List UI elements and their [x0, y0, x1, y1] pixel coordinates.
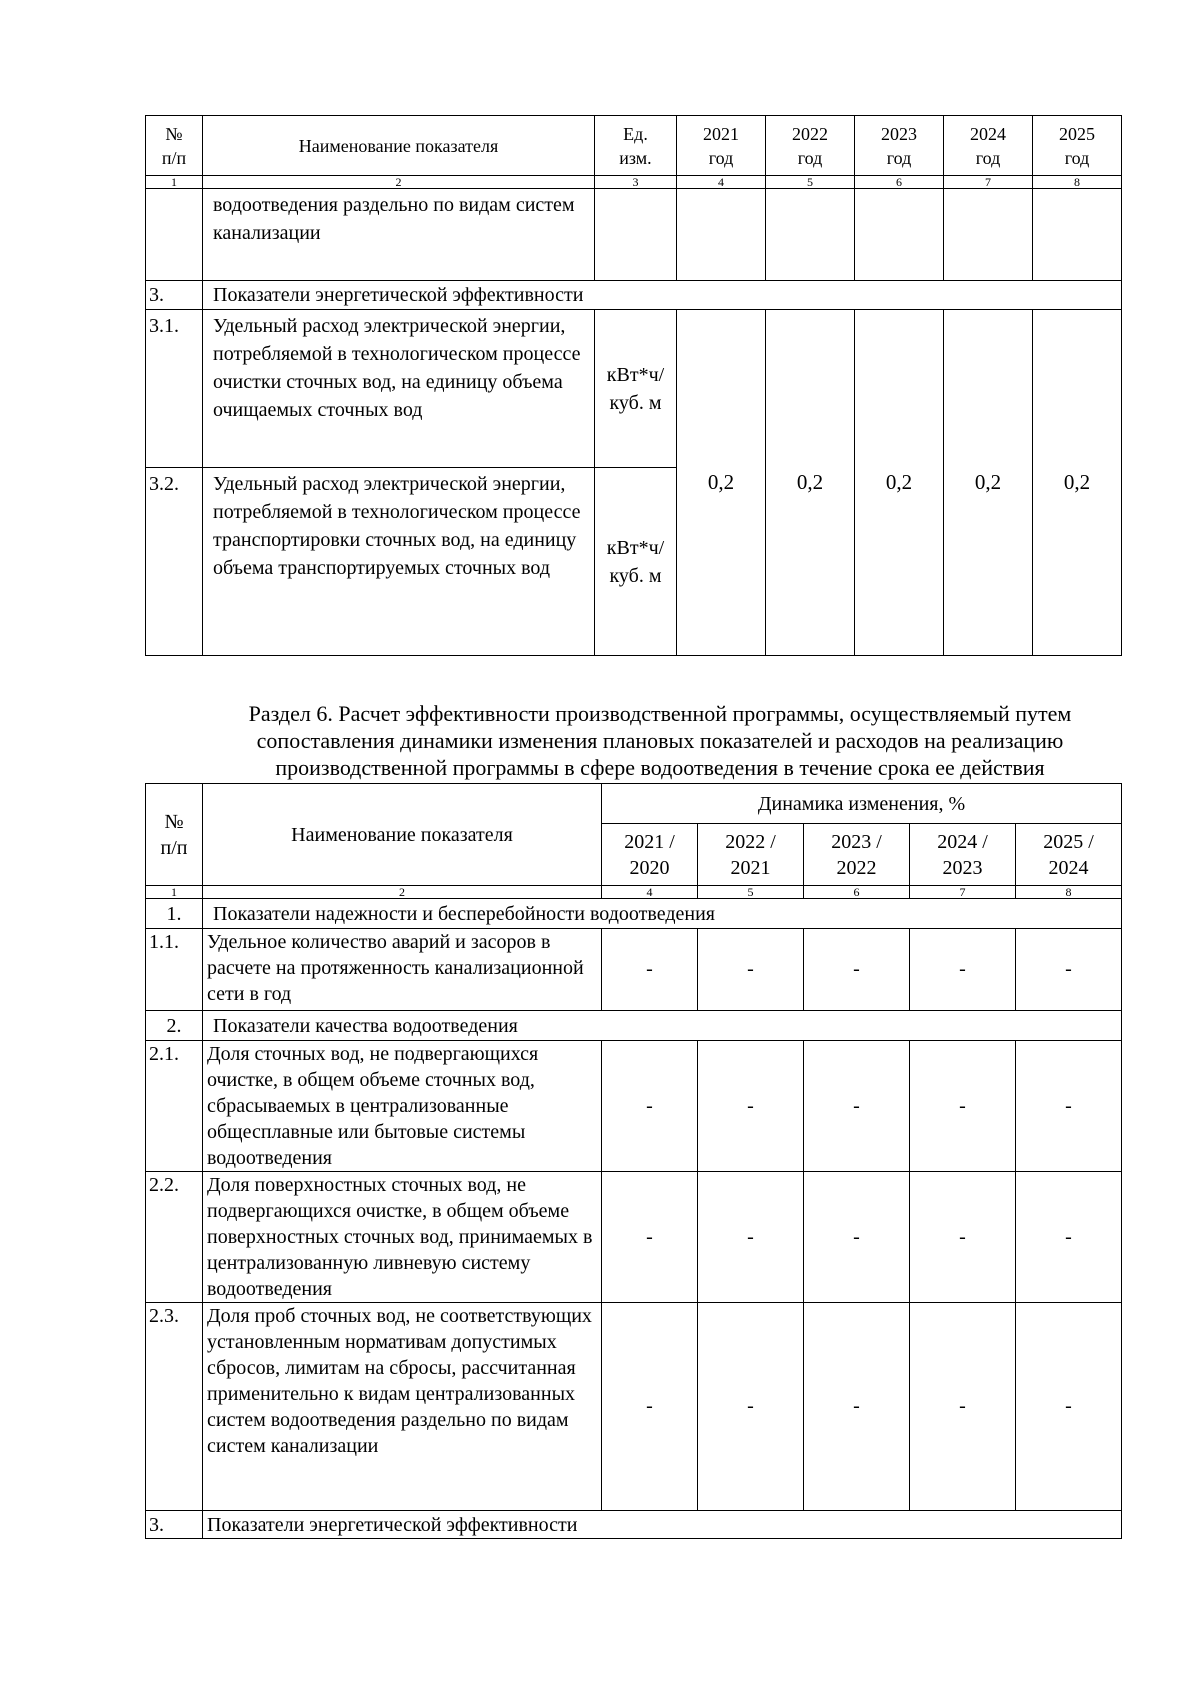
col-header-period: 2024 / 2023: [910, 824, 1016, 886]
row-code: 3.1.: [146, 310, 203, 468]
col-number: 1: [146, 886, 203, 899]
table-cell-empty: [944, 189, 1033, 281]
col-number: 5: [698, 886, 804, 899]
col-number: 5: [766, 176, 855, 189]
col-number: 6: [804, 886, 910, 899]
col-number: 8: [1033, 176, 1122, 189]
value-cell: -: [1016, 929, 1122, 1011]
row-code: 2.1.: [146, 1041, 203, 1172]
col-header-period: 2022 / 2021: [698, 824, 804, 886]
value-cell: -: [804, 1303, 910, 1511]
row-name: Доля проб сточных вод, не соответствующих установленным нормативам допустимых сбросов, лимитам на сбросы, рассчитанная применительно к видам централизованных систем водоотведения раздельно по видам систем канализации: [203, 1303, 602, 1511]
col-number: 7: [910, 886, 1016, 899]
col-header-period: 2023 / 2022: [804, 824, 910, 886]
section-6-title: Раздел 6. Расчет эффективности производственной программы, осуществляемый путем сопоставления динамики изменения плановых показателей и расходов на реализацию производственной программы в сфере водоотведения в течение срока ее действия: [248, 701, 1072, 780]
section-title: Показатели качества водоотведения: [203, 1011, 1122, 1041]
section-code: 1.: [146, 899, 203, 929]
value-cell: -: [804, 1172, 910, 1303]
col-header-year-2024: 2024 год: [944, 116, 1033, 176]
col-number: 2: [203, 886, 602, 899]
col-header-period: 2025 / 2024: [1016, 824, 1122, 886]
col-header-year-2022: 2022 год: [766, 116, 855, 176]
row-unit: кВт*ч/ куб. м: [595, 310, 677, 468]
table-cell-empty: [146, 189, 203, 281]
value-2023: 0,2: [855, 310, 944, 656]
value-cell: -: [910, 929, 1016, 1011]
value-cell: -: [602, 1303, 698, 1511]
value-cell: -: [602, 1172, 698, 1303]
col-number: 2: [203, 176, 595, 189]
section-title: Показатели энергетической эффективности: [203, 281, 1122, 310]
col-header-name: Наименование показателя: [203, 116, 595, 176]
value-2024: 0,2: [944, 310, 1033, 656]
section-code: 2.: [146, 1011, 203, 1041]
row-code: 1.1.: [146, 929, 203, 1011]
col-header-number: № п/п: [146, 116, 203, 176]
value-cell: -: [910, 1172, 1016, 1303]
value-cell: -: [804, 1041, 910, 1172]
table-cell-empty: [855, 189, 944, 281]
col-number: 8: [1016, 886, 1122, 899]
section-code: 3.: [146, 1511, 203, 1539]
value-cell: -: [804, 929, 910, 1011]
value-cell: -: [910, 1303, 1016, 1511]
table-cell-empty: [677, 189, 766, 281]
row-unit: кВт*ч/ куб. м: [595, 468, 677, 656]
col-header-period: 2021 / 2020: [602, 824, 698, 886]
value-cell: -: [1016, 1041, 1122, 1172]
col-number: 4: [677, 176, 766, 189]
col-header-year-2025: 2025 год: [1033, 116, 1122, 176]
col-header-dynamics: Динамика изменения, %: [602, 784, 1122, 824]
col-number: 7: [944, 176, 1033, 189]
value-2021: 0,2: [677, 310, 766, 656]
value-cell: -: [698, 1041, 804, 1172]
row-name: Удельное количество аварий и засоров в расчете на протяженность канализационной сети в год: [203, 929, 602, 1011]
col-header-number: № п/п: [146, 784, 203, 886]
table-cell-empty: [766, 189, 855, 281]
value-cell: -: [1016, 1303, 1122, 1511]
value-cell: -: [698, 1303, 804, 1511]
col-header-year-2021: 2021 год: [677, 116, 766, 176]
col-number: 4: [602, 886, 698, 899]
row-code: 2.3.: [146, 1303, 203, 1511]
continuation-text: водоотведения раздельно по видам систем канализации: [203, 189, 595, 281]
value-cell: -: [602, 1041, 698, 1172]
col-number: 1: [146, 176, 203, 189]
value-cell: -: [602, 929, 698, 1011]
row-name: Удельный расход электрической энергии, потребляемой в технологическом процессе транспортировки сточных вод, на единицу объема транспортируемых сточных вод: [203, 468, 595, 656]
value-cell: -: [698, 1172, 804, 1303]
table-cell-empty: [595, 189, 677, 281]
efficiency-dynamics-table: [145, 783, 1122, 1539]
value-2022: 0,2: [766, 310, 855, 656]
energy-efficiency-table: [145, 115, 1122, 656]
value-cell: -: [910, 1041, 1016, 1172]
table-cell-empty: [1033, 189, 1122, 281]
col-header-unit: Ед. изм.: [595, 116, 677, 176]
value-cell: -: [698, 929, 804, 1011]
row-name: Удельный расход электрической энергии, потребляемой в технологическом процессе очистки сточных вод, на единицу объема очищаемых сточных вод: [203, 310, 595, 468]
value-cell: -: [1016, 1172, 1122, 1303]
col-number: 3: [595, 176, 677, 189]
section-title: Показатели надежности и бесперебойности водоотведения: [203, 899, 1122, 929]
row-name: Доля сточных вод, не подвергающихся очистке, в общем объеме сточных вод, сбрасываемых в централизованные общесплавные или бытовые системы водоотведения: [203, 1041, 602, 1172]
section-code: 3.: [146, 281, 203, 310]
section-title: Показатели энергетической эффективности: [203, 1511, 1122, 1539]
row-code: 3.2.: [146, 468, 203, 656]
col-header-name: Наименование показателя: [203, 784, 602, 886]
value-2025: 0,2: [1033, 310, 1122, 656]
col-header-year-2023: 2023 год: [855, 116, 944, 176]
col-number: 6: [855, 176, 944, 189]
row-name: Доля поверхностных сточных вод, не подвергающихся очистке, в общем объеме поверхностных сточных вод, принимаемых в централизованную ливневую систему водоотведения: [203, 1172, 602, 1303]
row-code: 2.2.: [146, 1172, 203, 1303]
